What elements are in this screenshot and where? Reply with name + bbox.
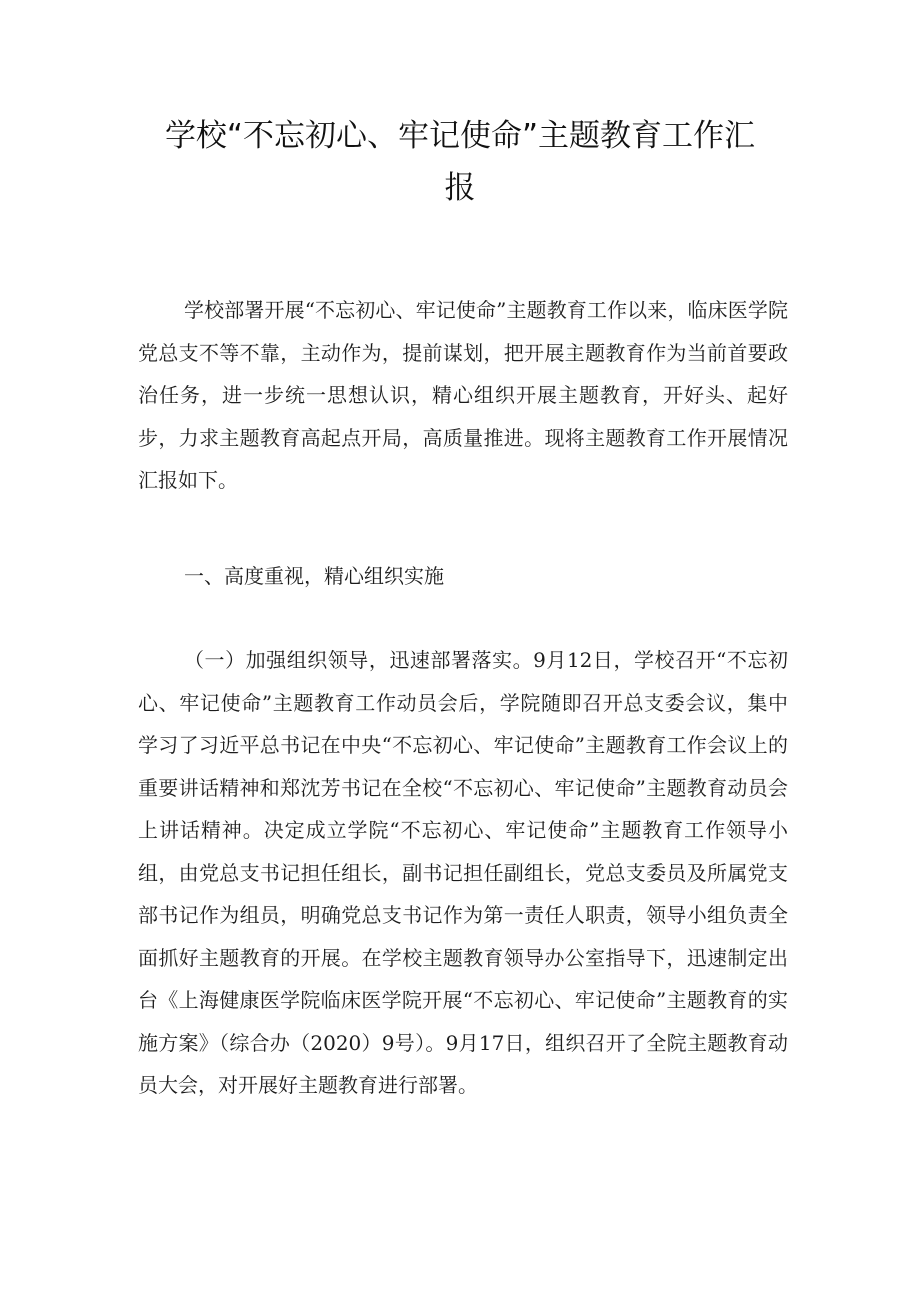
section-paragraph: （一）加强组织领导，迅速部署落实。9月12日，学校召开“不忘初心、牢记使命”主题教育工作动员会后，学院随即召开总支委会议，集中学习了习近平总书记在中央“不忘初心、牢记使命”主题教育工作会议上的重要讲话精神和郑沈芳书记在全校“不忘初心、牢记使命”主题教育动员会上讲话精神。决定成立学院“不忘初心、牢记使命”主题教育工作领导小组，由党总支书记担任组长，副书记担任副组长，党总支委员及所属党支部书记作为组员，明确党总支书记作为第一责任人职责，领导小组负责全面抓好主题教育的开展。在学校主题教育领导办公室指导下，迅速制定出台《上海健康医学院临床医学院开展“不忘初心、牢记使命”主题教育的实施方案》（综合办（2020）9号）。9月17日，组织召开了全院主题教育动员大会，对开展好主题教育进行部署。 <box>138 648 788 1097</box>
document-title: 学校“不忘初心、牢记使命”主题教育工作汇报 <box>164 118 756 206</box>
section-heading: 一、高度重视，精心组织实施 <box>184 564 444 588</box>
intro-paragraph: 学校部署开展“不忘初心、牢记使命”主题教育工作以来，临床医学院党总支不等不靠，主动作为，提前谋划，把开展主题教育作为当前首要政治任务，进一步统一思想认识，精心组织开展主题教育，开好头、起好步，力求主题教育高起点开局，高质量推进。现将主题教育工作开展情况汇报如下。 <box>138 298 788 492</box>
